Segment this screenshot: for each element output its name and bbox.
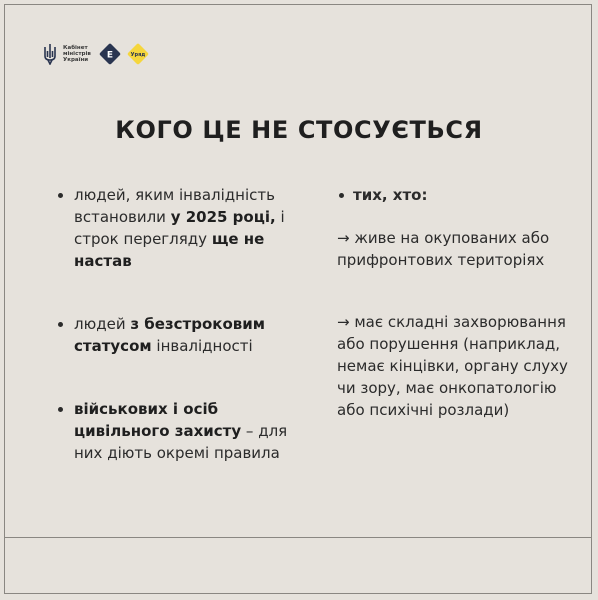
- uryad-logo-icon: [127, 43, 149, 65]
- logo-bar: [43, 42, 149, 66]
- right-heading: тих, хто:: [337, 184, 572, 206]
- list-item: людей з безстроковим статусом інвалідності: [52, 313, 297, 357]
- bullet-icon: [339, 193, 344, 198]
- page-title: КОГО ЦЕ НЕ СТОСУЄТЬСЯ: [115, 116, 483, 144]
- list-item: військових і осіб цивільного захисту – для них діють окремі правила: [52, 398, 297, 464]
- bullet-icon: [58, 322, 63, 327]
- cabinet-logo-text: Кабінет міністрів України: [63, 44, 91, 64]
- bottom-band: [4, 537, 592, 594]
- svg-text:Е: Е: [106, 50, 114, 61]
- list-item: людей, яким інвалідність встановили у 2025 році, і строк перегляду ще не настав: [52, 184, 297, 272]
- right-para-occupied: → живе на окупованих або прифронтових територіях: [337, 229, 550, 269]
- bullet-icon: [58, 193, 63, 198]
- bullet-icon: [58, 407, 63, 412]
- trident-icon: [43, 43, 57, 65]
- right-para-conditions: → має складні захворювання або порушення (наприклад, немає кінцівки, органу слуху чи зору, має онкопатологію або психічні розлади): [337, 313, 568, 419]
- svg-text:Уряд: Уряд: [130, 52, 146, 58]
- gov-diamond-icon: [99, 43, 121, 65]
- left-column: [52, 184, 297, 505]
- right-column: [337, 184, 572, 421]
